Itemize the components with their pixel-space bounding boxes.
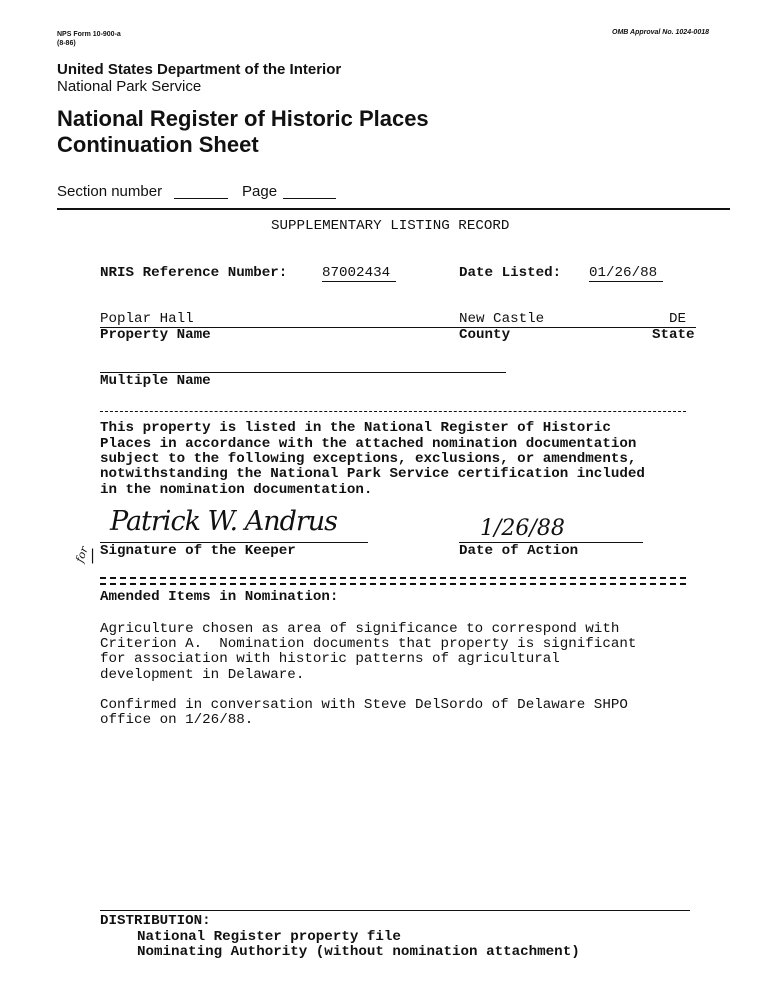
confirmation-line-2: office on 1/26/88. xyxy=(100,712,254,728)
date-listed-label: Date Listed: xyxy=(459,265,562,281)
amended-line-1: Agriculture chosen as area of significance to correspond with xyxy=(100,621,620,637)
statement-line-1: This property is listed in the National Register of Historic xyxy=(100,420,611,436)
form-number: NPS Form 10-900-a xyxy=(57,31,121,38)
section-number-label: Section number xyxy=(57,183,163,200)
amended-line-3: for association with historic patterns of agricultural xyxy=(100,651,560,667)
section-number-field[interactable] xyxy=(174,198,228,199)
page-field[interactable] xyxy=(283,198,336,199)
initials-mark: for xyxy=(73,544,91,565)
form-revision: (8-86) xyxy=(57,40,76,47)
record-heading: SUPPLEMENTARY LISTING RECORD xyxy=(271,218,510,234)
distribution-item: National Register property file xyxy=(137,929,401,945)
confirmation-line-1: Confirmed in conversation with Steve DelSordo of Delaware SHPO xyxy=(100,697,628,713)
property-name-value: Poplar Hall xyxy=(100,311,194,327)
distribution-heading: DISTRIBUTION: xyxy=(100,913,211,929)
distribution-divider xyxy=(100,910,690,911)
nris-value: 87002434 xyxy=(322,265,396,282)
header-divider xyxy=(57,208,730,210)
amended-line-2: Criterion A. Nomination documents that property is significant xyxy=(100,636,637,652)
page-label: Page xyxy=(242,183,278,200)
nris-label: NRIS Reference Number: xyxy=(100,265,288,281)
state-value: DE xyxy=(669,311,687,327)
multiple-name-label: Multiple Name xyxy=(100,373,211,389)
form-title: National Register of Historic Places xyxy=(57,106,429,131)
county-label: County xyxy=(459,327,511,343)
keeper-signature: Patrick W. Andrus xyxy=(110,506,338,537)
amended-line-4: development in Delaware. xyxy=(100,667,305,683)
date-of-action-label: Date of Action xyxy=(459,543,579,559)
statement-line-2: Places in accordance with the attached nomination documentation xyxy=(100,436,637,452)
date-listed-value: 01/26/88 xyxy=(589,265,663,282)
service-name: National Park Service xyxy=(57,78,202,95)
dashed-divider xyxy=(100,411,686,412)
statement-line-3: subject to the following exceptions, exclusions, or amendments, xyxy=(100,451,637,467)
bracket-mark: | xyxy=(90,546,96,564)
form-subtitle: Continuation Sheet xyxy=(57,132,259,157)
state-label: State xyxy=(652,327,695,343)
omb-approval: OMB Approval No. 1024-0018 xyxy=(612,29,709,36)
double-divider xyxy=(100,577,686,585)
statement-line-4: notwithstanding the National Park Service certification included xyxy=(100,466,645,482)
amended-heading: Amended Items in Nomination: xyxy=(100,589,339,605)
property-name-label: Property Name xyxy=(100,327,211,343)
distribution-item: Nominating Authority (without nomination attachment) xyxy=(137,944,580,960)
county-value: New Castle xyxy=(459,311,545,327)
signature-label: Signature of the Keeper xyxy=(100,543,296,559)
date-of-action-handwritten: 1/26/88 xyxy=(480,516,565,541)
statement-line-5: in the nomination documentation. xyxy=(100,482,373,498)
department-name: United States Department of the Interior xyxy=(57,61,342,78)
